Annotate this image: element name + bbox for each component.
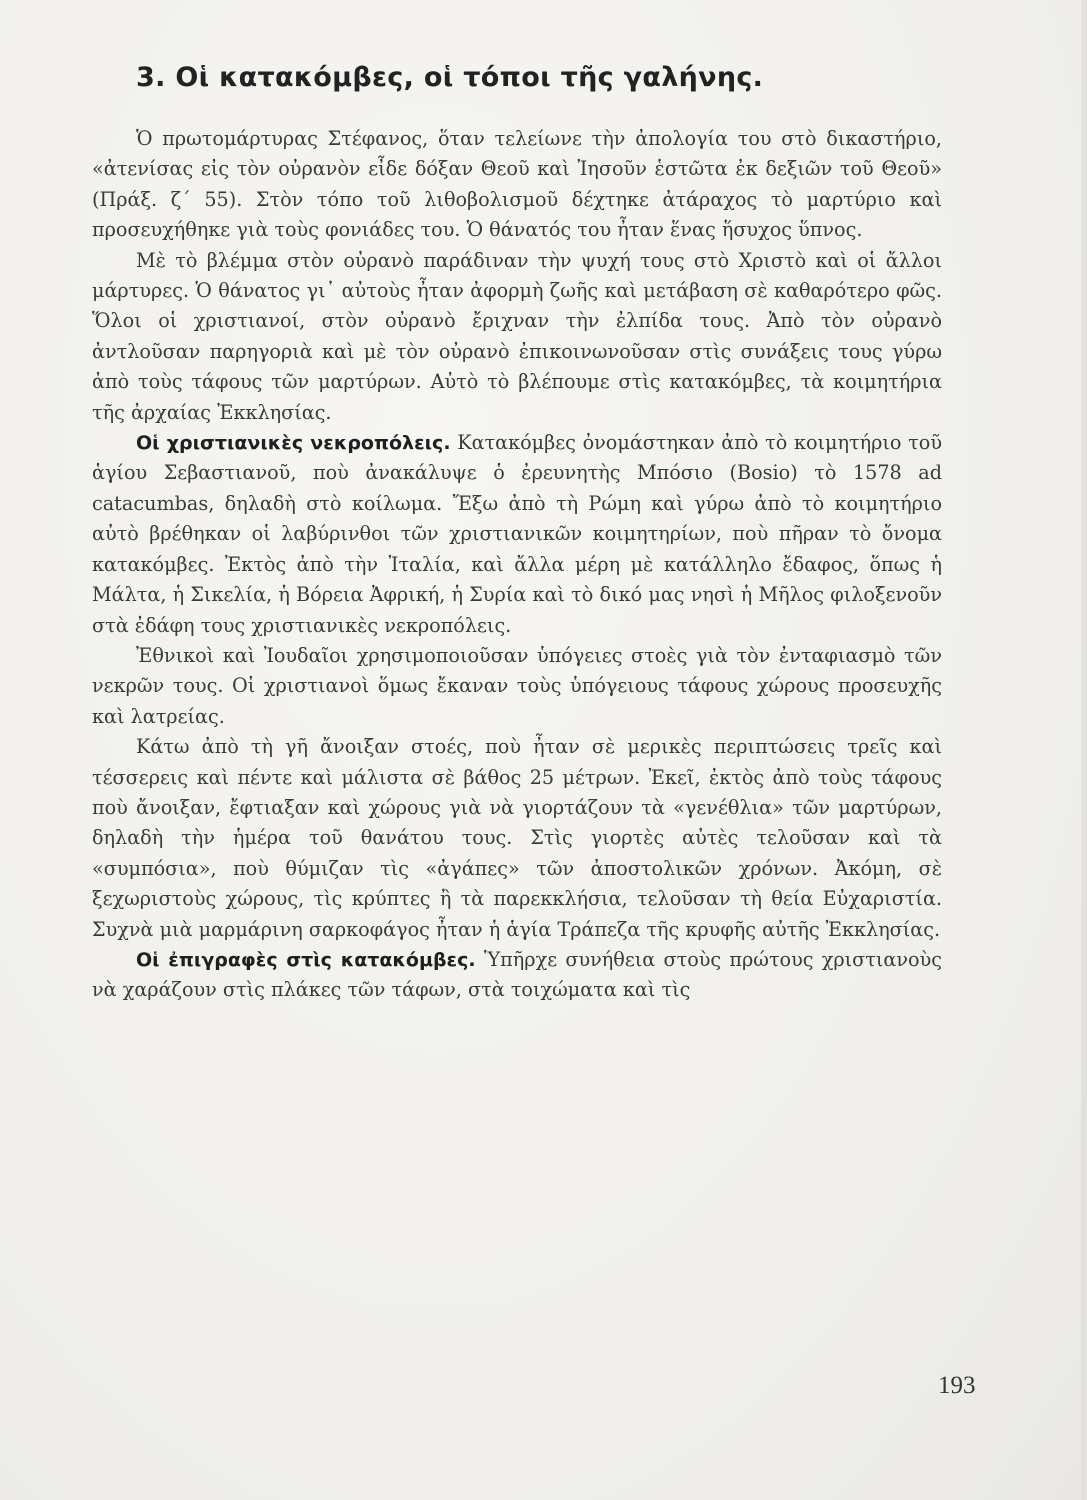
paragraph-3-text: Κατακόμβες ὀνομάστηκαν ἀπὸ τὸ κοιμητήριο τοῦ ἁγίου Σεβαστιανοῦ, ποὺ ἀνακάλυψε ὁ ἐρευνητὴς Μπόσιο (Bosio) τὸ 1578 ad catacumbas, δηλαδὴ στὸ κοίλωμα. Ἔξω ἀπὸ τὴ Ρώμη καὶ γύρω ἀπὸ τὸ κοιμητήριο αὐτὸ βρέθηκαν οἱ λαβύρινθοι τῶν χριστιανικῶν κοιμητηρίων, ποὺ πῆραν τὸ ὄνομα κατακόμβες. Ἐκτὸς ἀπὸ τὴν Ἰταλία, καὶ ἄλλα μέρη μὲ κατάλληλο ἔδαφος, ὅπως ἡ Μάλτα, ἡ Σικελία, ἡ Βόρεια Ἀφρική, ἡ Συρία καὶ τὸ δικό μας νησὶ ἡ Μῆλος φιλοξενοῦν στὰ ἐδάφη τους χριστιανικὲς νεκροπόλεις.: [92, 431, 943, 637]
paragraph-2: Μὲ τὸ βλέμμα στὸν οὐρανὸ παράδιναν τὴν ψυχή τους στὸ Χριστὸ καὶ οἱ ἄλλοι μάρτυρες. Ὁ θάνατος γι᾿ αὐτοὺς ἦταν ἀφορμὴ ζωῆς καὶ μετάβαση σὲ καθαρότερο φῶς. Ὅλοι οἱ χριστιανοί, στὸν οὐρανὸ ἔριχναν τὴν ἐλπίδα τους. Ἀπὸ τὸν οὐρανὸ ἀντλοῦσαν παρηγοριὰ καὶ μὲ τὸν οὐρανὸ ἐπικοινωνοῦσαν στὶς συνάξεις τους γύρω ἀπὸ τοὺς τάφους τῶν μαρτύρων. Αὐτὸ τὸ βλέπουμε στὶς κατακόμβες, τὰ κοιμητήρια τῆς ἀρχαίας Ἐκκλησίας.: [92, 248, 942, 424]
paragraph-5: Κάτω ἀπὸ τὴ γῆ ἄνοιξαν στοές, ποὺ ἦταν σὲ μερικὲς περιπτώσεις τρεῖς καὶ τέσσερεις καὶ πέντε καὶ μάλιστα σὲ βάθος 25 μέτρων. Ἐκεῖ, ἐκτὸς ἀπὸ τοὺς τάφους ποὺ ἄνοιξαν, ἔφτιαξαν καὶ χώρους γιὰ νὰ γιορτάζουν τὰ «γενέθλια» τῶν μαρτύρων, δηλαδὴ τὴν ἡμέρα τοῦ θανάτου τους. Στὶς γιορτὲς αὐτὲς τελοῦσαν καὶ τὰ «συμπόσια», ποὺ θύμιζαν τὶς «ἀγάπες» τῶν ἀποστολικῶν χρόνων. Ἀκόμη, σὲ ξεχωριστοὺς χώρους, τὶς κρύπτες ἢ τὰ παρεκκλήσια, τελοῦσαν τὴ θεία Εὐχαριστία. Συχνὰ μιὰ μαρμάρινη σαρκοφάγος ἦταν ἡ ἁγία Τράπεζα τῆς κρυφῆς αὐτῆς Ἐκκλησίας.: [92, 735, 942, 941]
subheading-christian-necropoleis: Οἱ χριστιανικὲς νεκροπόλεις.: [136, 432, 451, 455]
subheading-inscriptions: Οἱ ἐπιγραφὲς στὶς κατακόμβες.: [136, 948, 476, 971]
paragraph-6: [92, 945, 942, 1006]
page-edge-shadow: [1081, 0, 1087, 1500]
paragraph-4: Ἐθνικοὶ καὶ Ἰουδαῖοι χρησιμοποιοῦσαν ὑπόγειες στοὲς γιὰ τὸν ἐνταφιασμὸ τῶν νεκρῶν τους. Οἱ χριστιανοὶ ὅμως ἔκαναν τοὺς ὑπόγειους τάφους χώρους προσευχῆς καὶ λατρείας.: [92, 643, 942, 728]
page-number: 193: [938, 1372, 976, 1399]
paragraph-3: [92, 428, 942, 641]
section-title: 3. Οἱ κατακόμβες, οἱ τόποι τῆς γαλήνης.: [136, 62, 764, 93]
paragraph-6-text: Ὑπῆρχε συνήθεια στοὺς πρώτους χριστιανοὺς νὰ χαράζουν στὶς πλάκες τῶν τάφων, στὰ τοιχώματα καὶ τὶς: [92, 947, 943, 1002]
body-text: [92, 124, 942, 1006]
paragraph-1: Ὁ πρωτομάρτυρας Στέφανος, ὅταν τελείωνε τὴν ἀπολογία του στὸ δικαστήριο, «ἀτενίσας εἰς τὸν οὐρανὸν εἶδε δόξαν Θεοῦ καὶ Ἰησοῦν ἑστῶτα ἐκ δεξιῶν τοῦ Θεοῦ» (Πράξ. ζ΄ 55). Στὸν τόπο τοῦ λιθοβολισμοῦ δέχτηκε ἀτάραχος τὸ μαρτύριο καὶ προσευχήθηκε γιὰ τοὺς φονιάδες του. Ὁ θάνατός του ἦταν ἕνας ἥσυχος ὕπνος.: [92, 127, 942, 242]
